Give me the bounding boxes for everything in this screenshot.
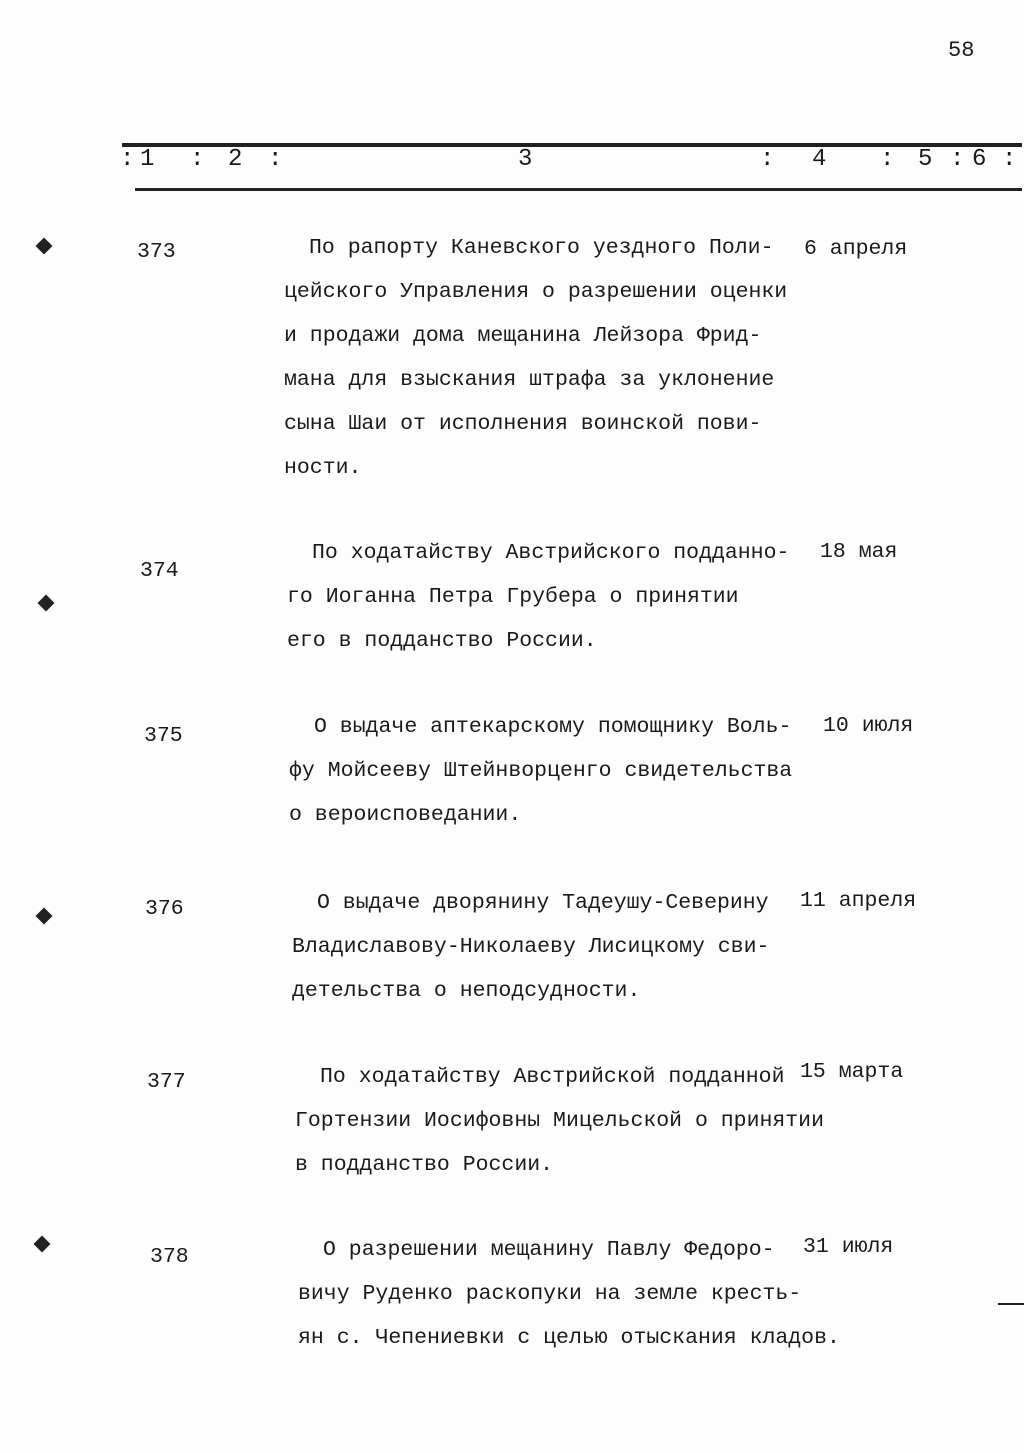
header-col-1: 1	[140, 146, 155, 173]
entry-number: 376	[145, 897, 184, 921]
header-separator: :	[190, 146, 205, 173]
entry-line: фу Мойсееву Штейнворценго свидетельства	[289, 759, 793, 783]
entry-date: 18 мая	[820, 540, 898, 564]
punch-mark	[36, 908, 53, 925]
entry-line: его в подданство России.	[287, 629, 597, 653]
header-separator: :	[880, 146, 895, 173]
header-col-4: 4	[812, 146, 827, 173]
header-col-6: 6	[972, 146, 987, 173]
header-separator: :	[120, 146, 135, 173]
header-col-5: 5	[918, 146, 933, 173]
header-col-2: 2	[228, 146, 243, 173]
entry-text	[289, 705, 792, 837]
margin-mark	[998, 1303, 1024, 1305]
entry-line: По рапорту Каневского уездного Поли-	[309, 236, 774, 260]
header-separator: :	[950, 146, 965, 173]
entry-line: О выдаче дворянину Тадеушу-Северину	[317, 891, 769, 915]
header-separator: :	[760, 146, 775, 173]
entry-line: По ходатайству Австрийского подданно-	[312, 541, 790, 565]
entry-date: 11 апреля	[800, 889, 917, 913]
entry-number: 374	[140, 559, 179, 583]
entry-line: Владиславову-Николаеву Лисицкому сви-	[292, 935, 770, 959]
entry-line: го Иоганна Петра Грубера о принятии	[287, 585, 739, 609]
entry-line: цейского Управления о разрешении оценки	[284, 280, 788, 304]
entry-line: мана для взыскания штрафа за уклонение	[284, 368, 775, 392]
entry-line: вичу Руденко раскопуки на земле кресть-	[298, 1282, 802, 1306]
entry-line: и продажи дома мещанина Лейзора Фрид-	[284, 324, 762, 348]
entry-line: сына Шаи от исполнения воинской пови-	[284, 412, 762, 436]
header-separator: :	[1002, 146, 1017, 173]
entry-line: в подданство России.	[295, 1153, 554, 1177]
punch-mark	[38, 595, 55, 612]
entry-number: 377	[147, 1070, 186, 1094]
entry-number: 378	[150, 1245, 189, 1269]
entry-line: детельства о неподсудности.	[292, 979, 641, 1003]
entry-date: 6 апреля	[804, 237, 908, 261]
page-number: 58	[948, 38, 975, 63]
entry-line: ян с. Чепениевки с целью отыскания кладов.	[298, 1326, 840, 1350]
entry-line: По ходатайству Австрийской подданной	[320, 1065, 785, 1089]
entry-date: 15 марта	[800, 1060, 904, 1084]
entry-text	[287, 531, 789, 663]
entry-line: О выдаче аптекарскому помощнику Воль-	[314, 715, 792, 739]
entry-text	[292, 881, 769, 1013]
header-col-3: 3	[518, 146, 533, 173]
entry-text	[295, 1055, 824, 1187]
punch-mark	[36, 238, 53, 255]
header-bottom-rule	[135, 188, 1022, 191]
punch-mark	[34, 1236, 51, 1253]
entry-line: О разрешении мещанину Павлу Федоро-	[323, 1238, 775, 1262]
header-separator: :	[268, 146, 283, 173]
entry-line: ности.	[284, 456, 362, 480]
entry-text	[284, 226, 787, 490]
entry-date: 31 июля	[803, 1235, 894, 1259]
entry-date: 10 июля	[823, 714, 914, 738]
entry-line: Гортензии Иосифовны Мицельской о принятии	[295, 1109, 824, 1133]
entry-text	[298, 1228, 840, 1360]
entry-number: 373	[137, 240, 176, 264]
entry-line: о вероисповедании.	[289, 803, 522, 827]
entry-number: 375	[144, 724, 183, 748]
